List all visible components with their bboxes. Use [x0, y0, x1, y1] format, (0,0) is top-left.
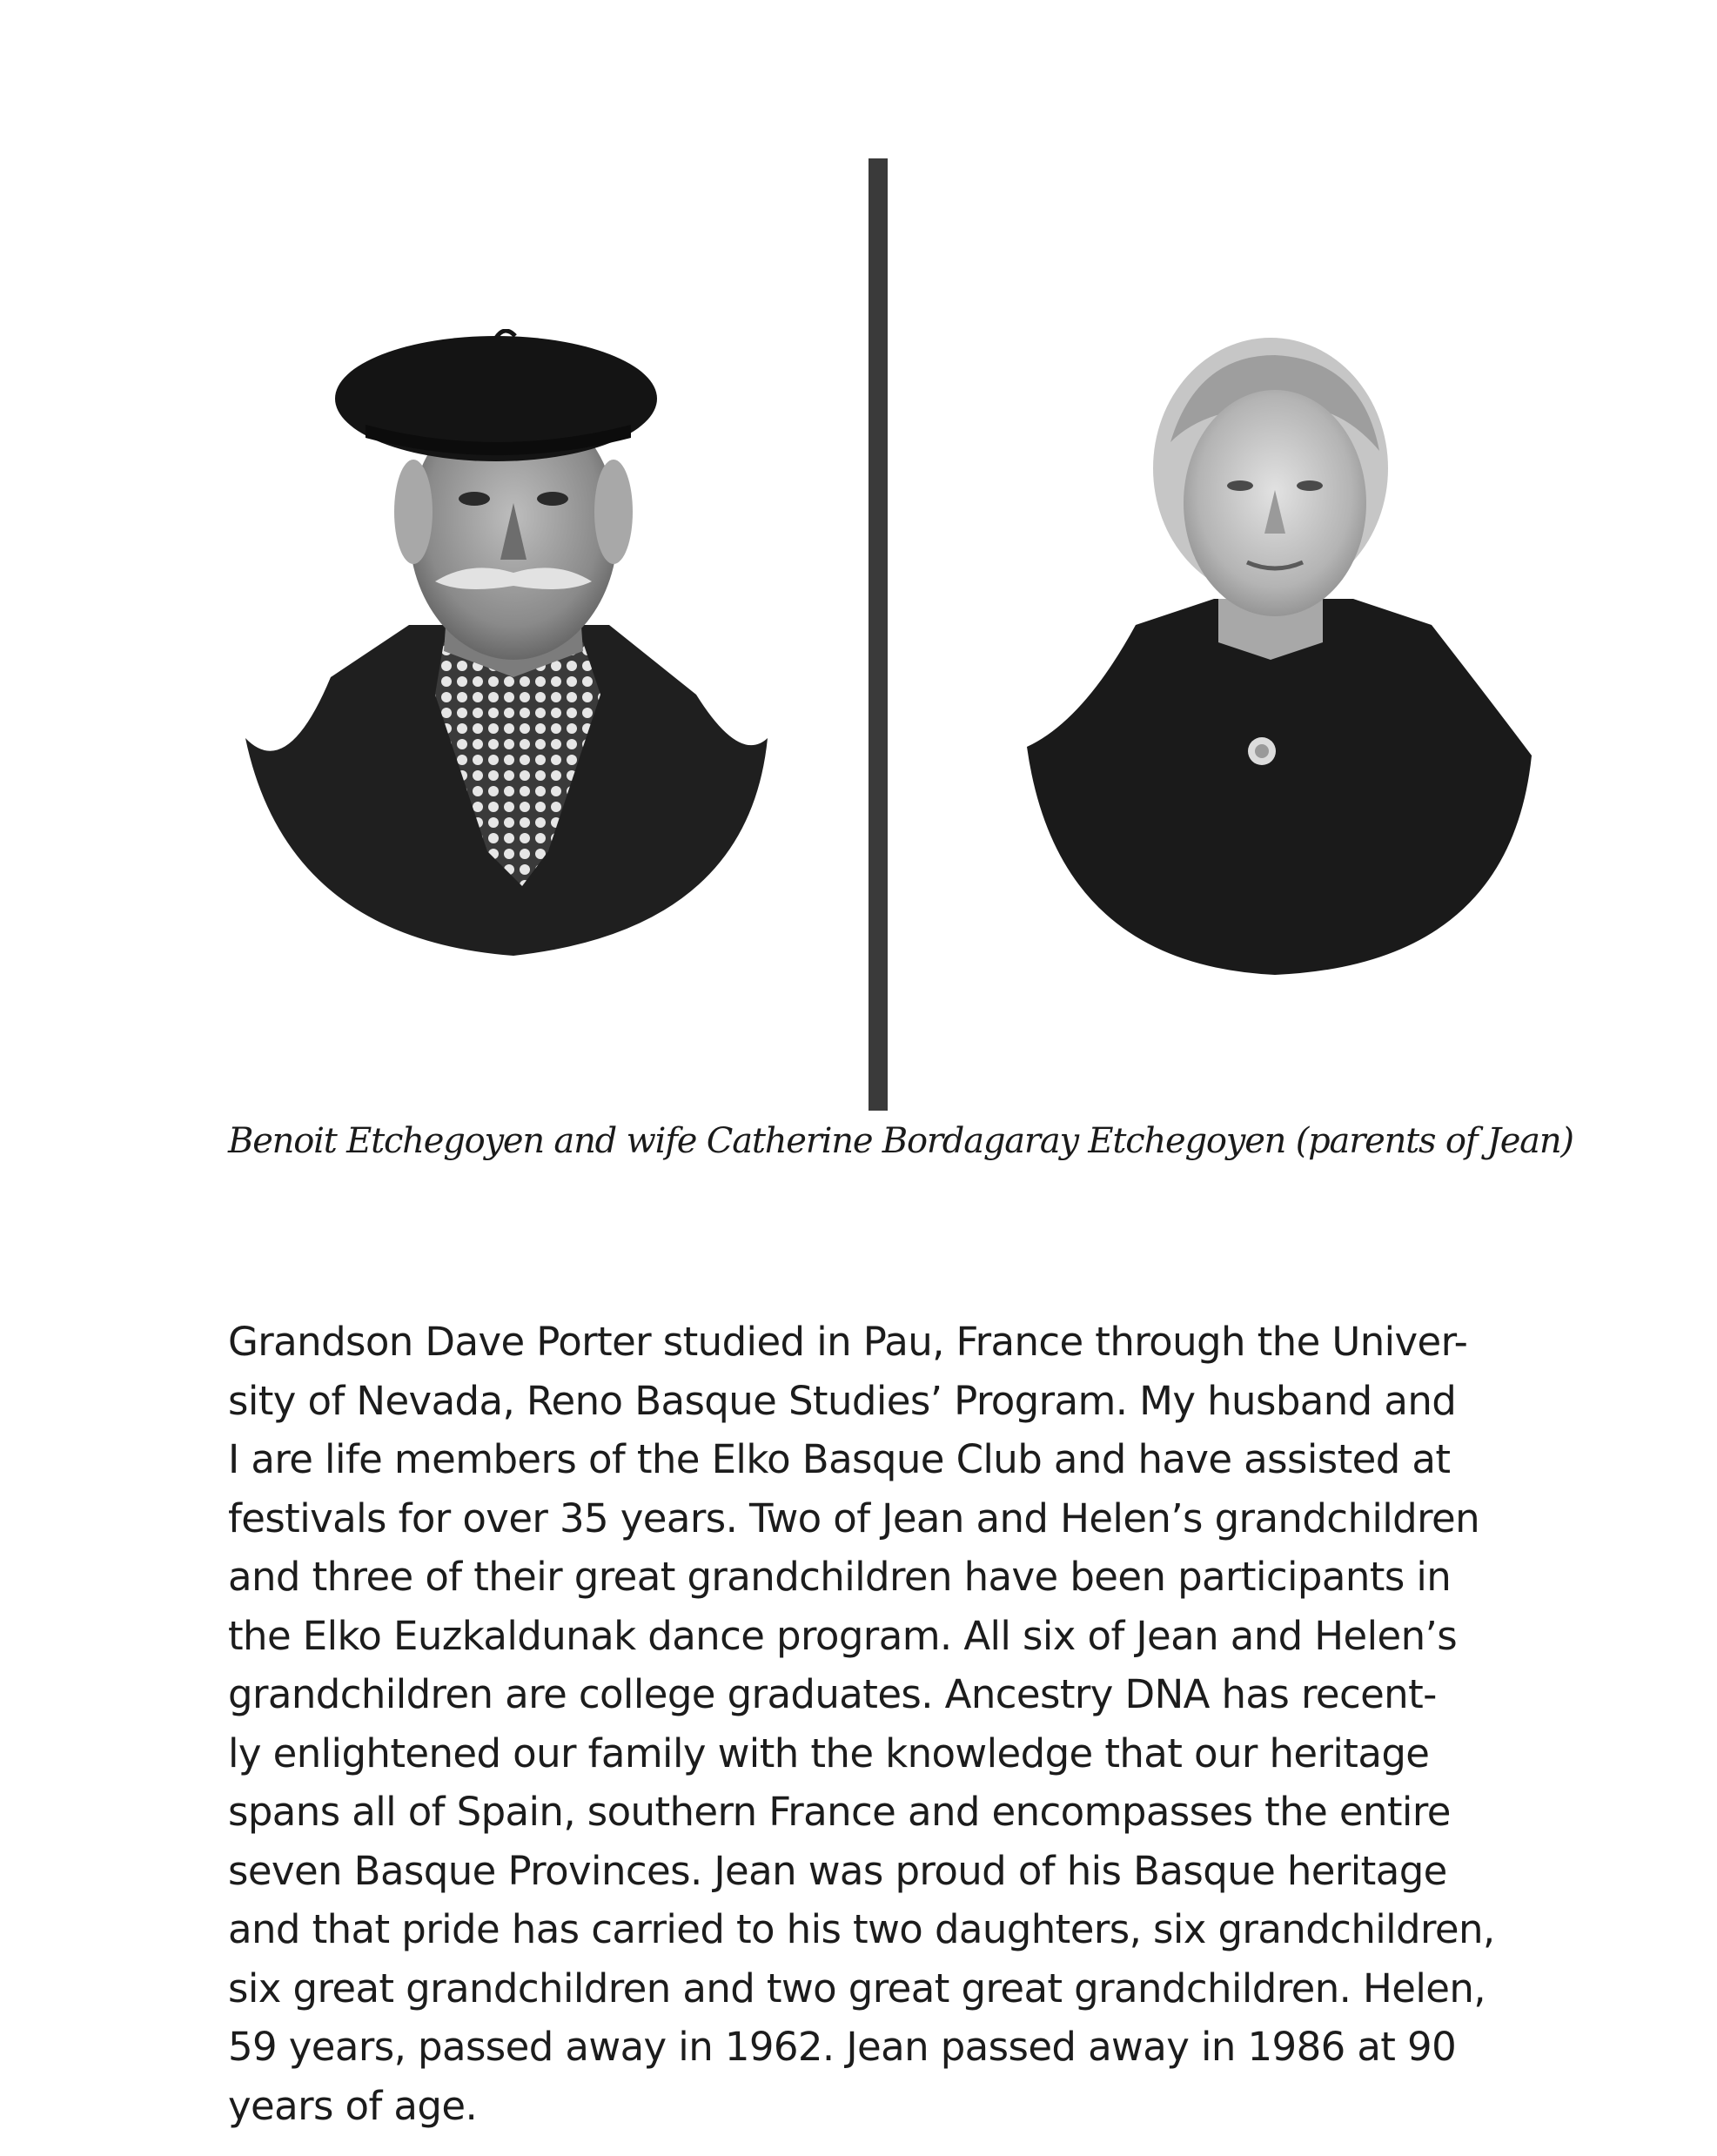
paragraph-line: seven Basque Provinces. Jean was proud of his Basque heritage: [228, 1847, 1447, 1894]
paragraph-line: six great grandchildren and two great great grandchildren. Helen,: [228, 1965, 1486, 2012]
portrait-man-beret: [235, 329, 775, 964]
photo-divider: [869, 158, 888, 1111]
body-paragraph: [228, 1313, 1533, 2135]
paragraph-line: and three of their great grandchildren have been participants in: [228, 1554, 1452, 1600]
photo-caption: Benoit Etchegoyen and wife Catherine Bordagaray Etchegoyen (parents of Jean): [228, 1121, 1573, 1161]
paragraph-line: festivals for over 35 years. Two of Jean and Helen’s grandchildren: [228, 1494, 1480, 1541]
paragraph-line: 59 years, passed away in 1962. Jean passed away in 1986 at 90: [228, 2024, 1457, 2070]
portrait-elderly-woman: [1023, 338, 1545, 982]
paragraph-line: the Elko Euzkaldunak dance program. All six of Jean and Helen’s: [228, 1612, 1458, 1659]
paragraph-line: and that pride has carried to his two daughters, six grandchildren,: [228, 1906, 1495, 1952]
paragraph-line: I are life members of the Elko Basque Club and have assisted at: [228, 1436, 1451, 1482]
portrait-elderly-woman-photo: [1023, 338, 1545, 982]
portrait-man-beret-photo: [235, 329, 775, 964]
paragraph-line: spans all of Spain, southern France and encompasses the entire: [228, 1789, 1451, 1835]
paragraph-line: Grandson Dave Porter studied in Pau, France through the Univer-: [228, 1319, 1468, 1365]
paragraph-line: ly enlightened our family with the knowledge that our heritage: [228, 1730, 1430, 1777]
paragraph-line: grandchildren are college graduates. Ancestry DNA has recent-: [228, 1671, 1437, 1717]
paragraph-line: sity of Nevada, Reno Basque Studies’ Program. My husband and: [228, 1377, 1457, 1424]
paragraph-line: years of age.: [228, 2082, 478, 2129]
